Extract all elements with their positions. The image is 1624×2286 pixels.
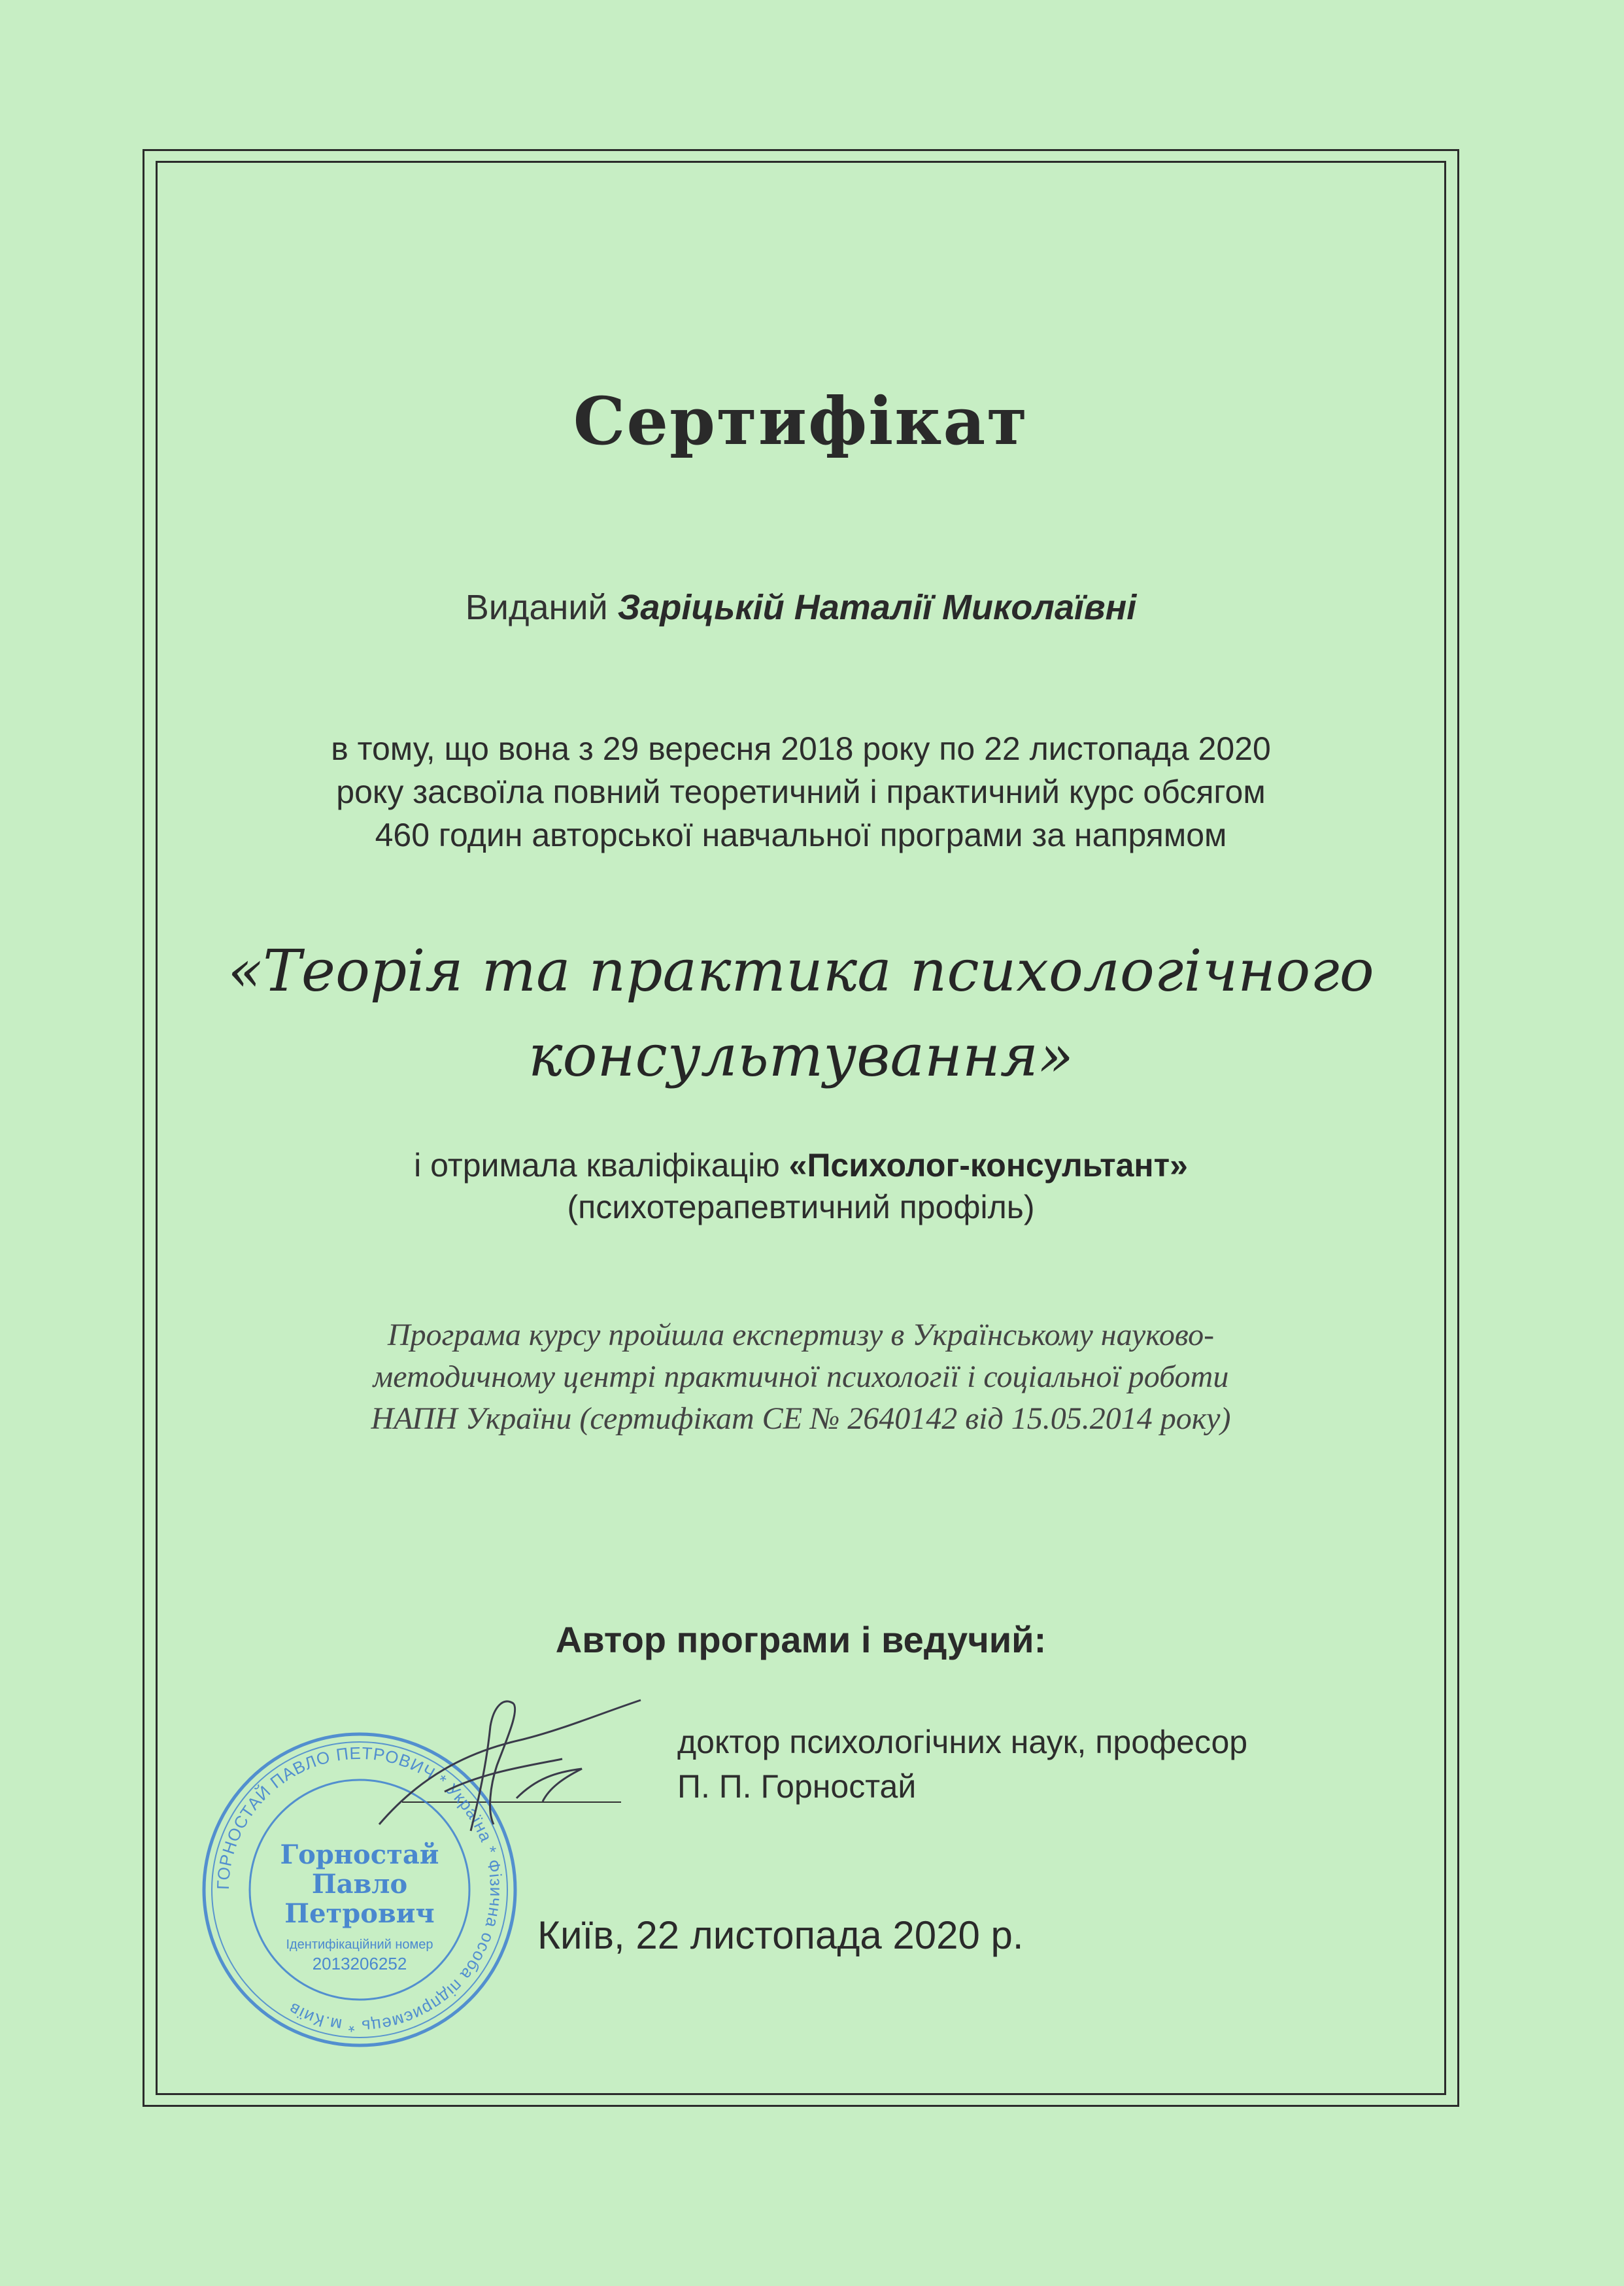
stamp-ring-text: ГОРНОСТАЙ ПАВЛО ПЕТРОВИЧ * Україна * Фізична особа підприємець * м.Київ: [212, 1743, 507, 2037]
stamp-line-1: Горностай: [280, 1839, 439, 1870]
stamp-line-3: Петрович: [284, 1898, 435, 1929]
qualification-block: [156, 1144, 1446, 1228]
body-line: року засвоїла повний теоретичний і практичний курс обсягом: [336, 774, 1266, 810]
issued-prefix: Виданий: [465, 588, 608, 627]
author-name: П. П. Горностай: [677, 1768, 917, 1805]
accreditation-note: [156, 1314, 1446, 1440]
recipient-name: Заріцькій Наталії Миколаївні: [617, 588, 1137, 627]
course-line: «Теорія та практика психологічного: [228, 937, 1374, 1004]
note-line: методичному центрі практичної психології і соціальної роботи: [373, 1359, 1229, 1394]
qualification-name: «Психолог-консультант»: [788, 1147, 1188, 1184]
course-line: консультування»: [528, 1022, 1074, 1089]
place-date: Київ, 22 листопада 2020 р.: [537, 1913, 1024, 1957]
note-line: Програма курсу пройшла експертизу в Українському науково-: [387, 1318, 1215, 1352]
stamp-line-2: Павло: [311, 1869, 408, 1900]
author-info: [677, 1720, 1247, 1809]
author-heading: Автор програми і ведучий:: [555, 1619, 1047, 1660]
body-line: в тому, що вона з 29 вересня 2018 року по 22 листопада 2020: [331, 730, 1271, 767]
certificate-title: Сертифікат: [573, 383, 1029, 460]
stamp-id-number: 2013206252: [312, 1954, 407, 1973]
author-degree: доктор психологічних наук, професор: [677, 1724, 1248, 1760]
body-line: 460 годин авторської навчальної програми за напрямом: [375, 817, 1227, 853]
stamp-id-label: Ідентифікаційний номер: [286, 1937, 433, 1952]
issued-to: [156, 587, 1446, 628]
qualification-profile: (психотерапевтичний профіль): [567, 1189, 1035, 1225]
certificate-body: [156, 727, 1446, 857]
course-title: [156, 929, 1446, 1099]
note-line: НАПН України (сертифікат СЕ № 2640142 від 15.05.2014 року): [371, 1401, 1231, 1436]
qualification-prefix: і отримала кваліфікацію: [414, 1147, 780, 1184]
handwritten-signature: [366, 1661, 680, 1870]
